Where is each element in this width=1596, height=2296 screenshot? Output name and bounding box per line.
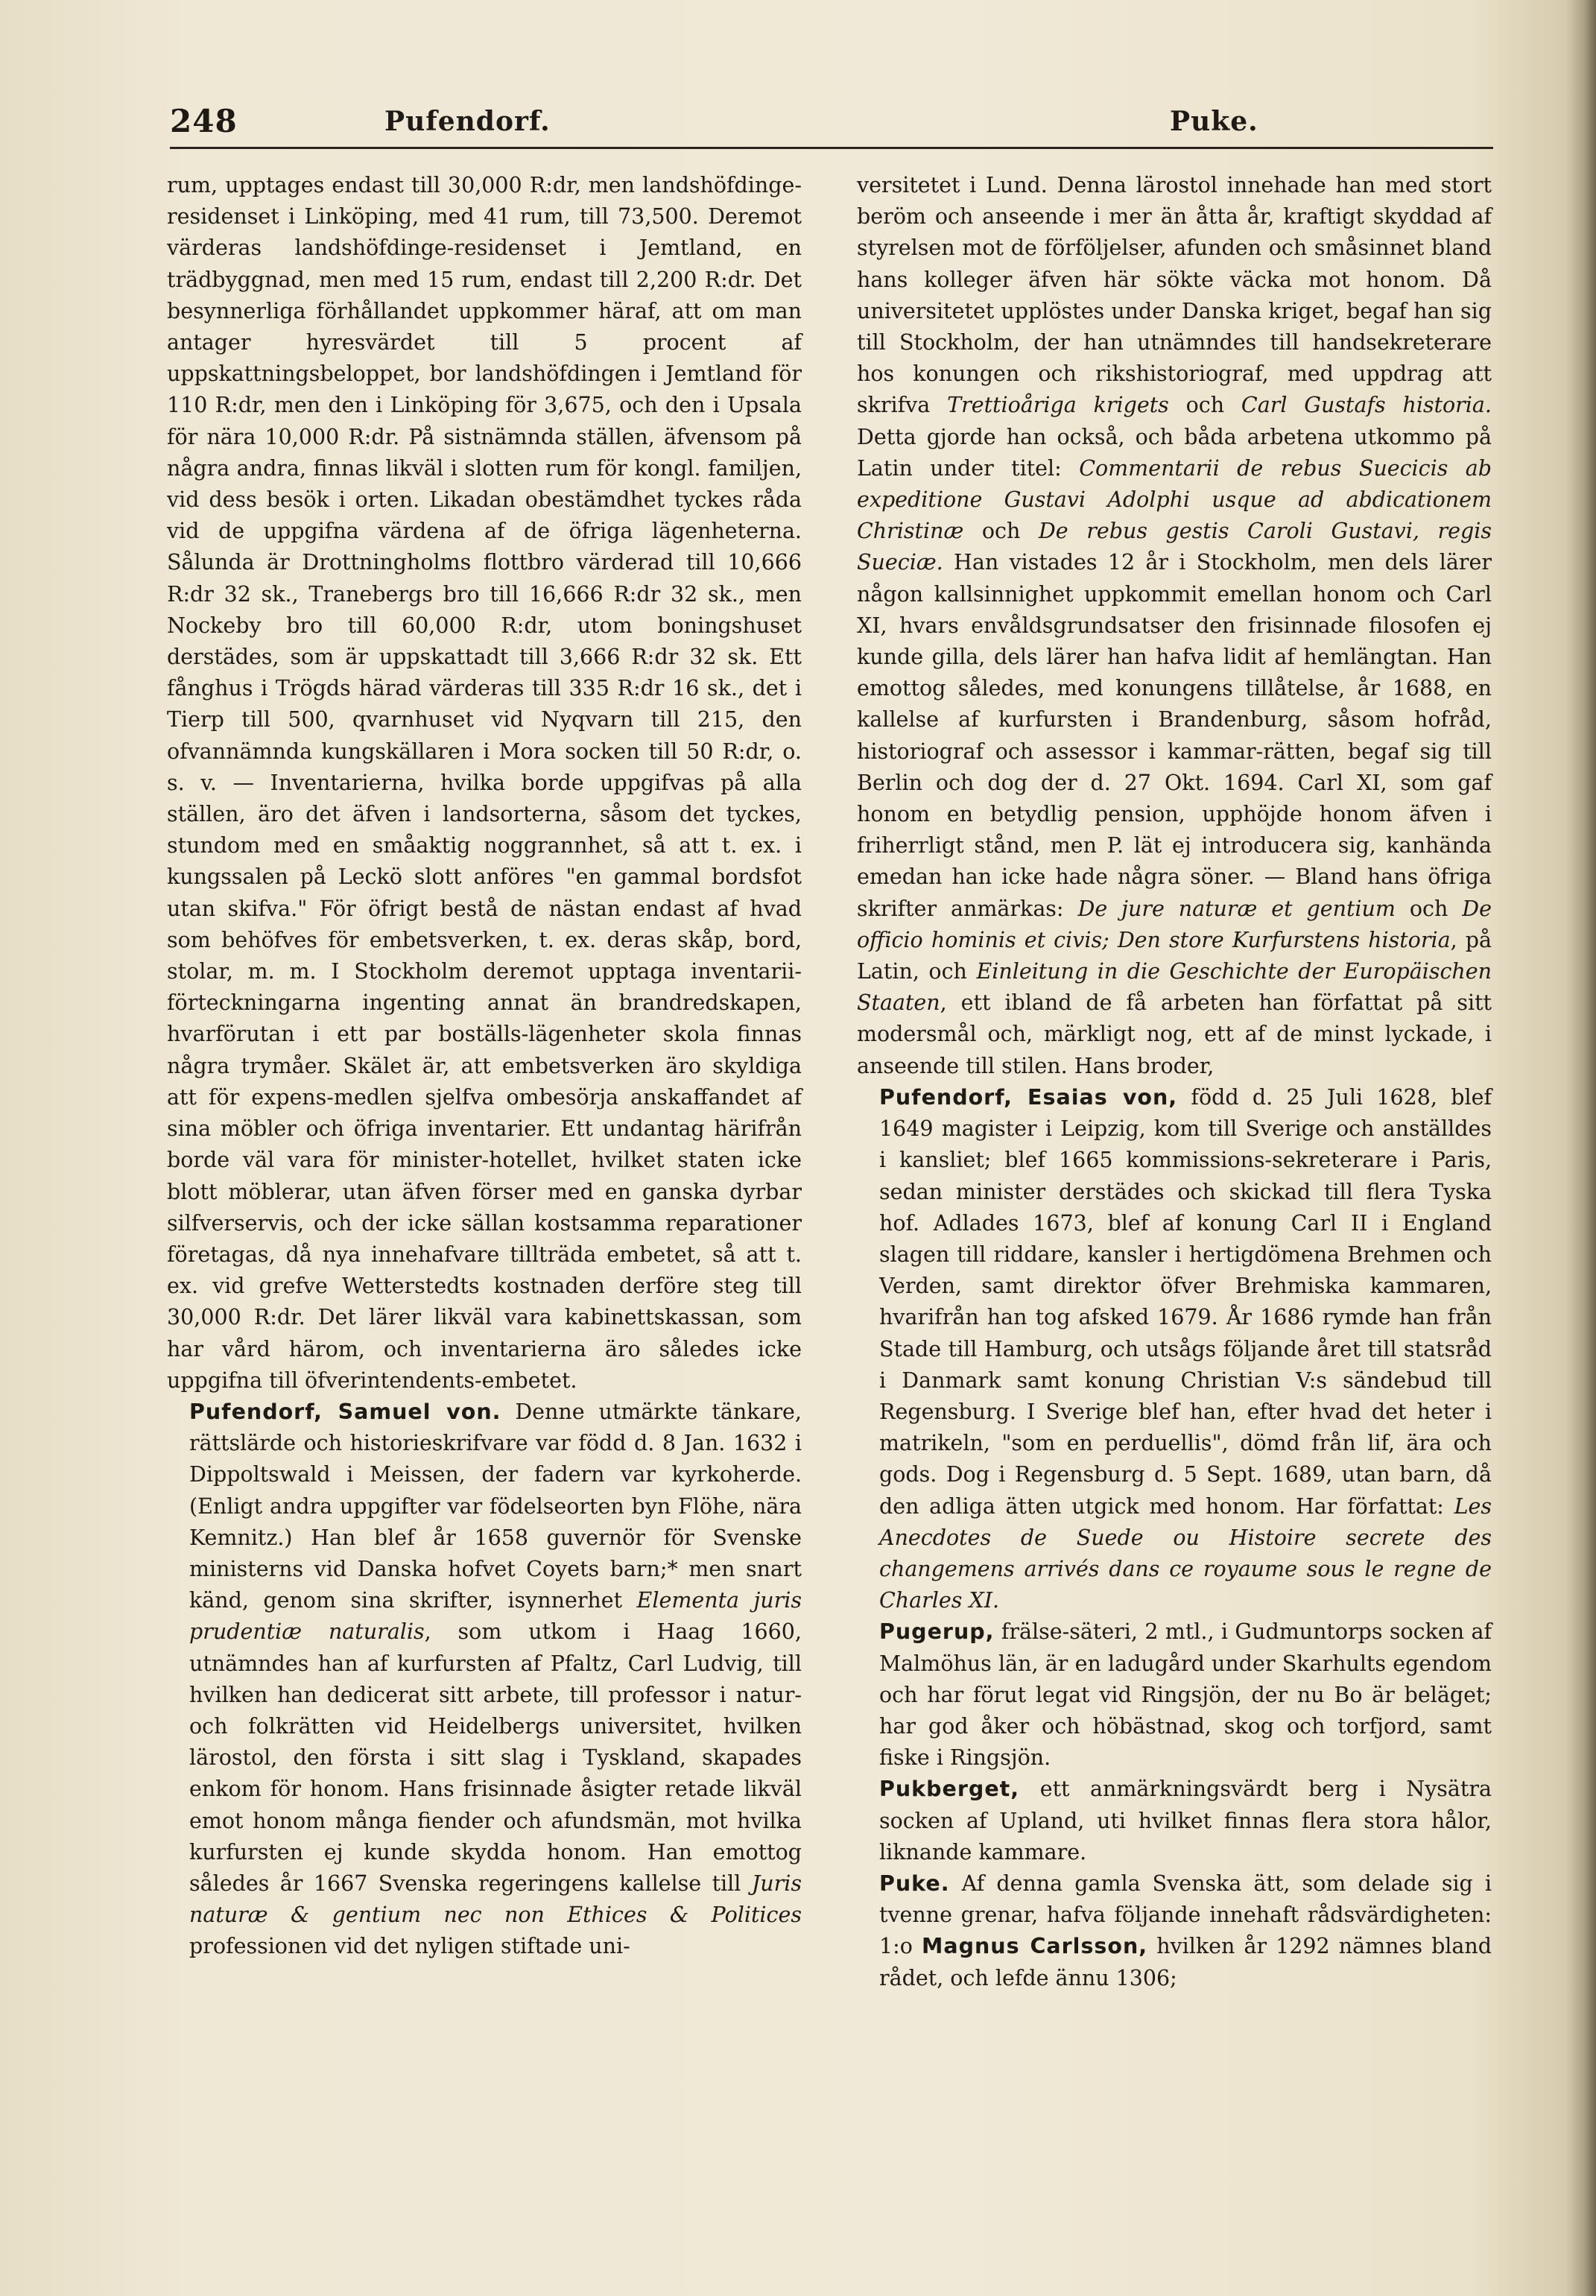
page-number: 248 — [170, 103, 238, 139]
running-head-right: Puke. — [1170, 106, 1258, 137]
entry-pugerup: Pugerup, frälse-säteri, 2 mtl., i Gudmuntorps socken af Malmöhus län, är en ladugård under Skarhults egendom och har förut legat vid Ringsjön, der nu Bo är beläget; har god åker och höbästnad, skog och torfjord, samt fiske i Ringsjön. — [879, 1619, 1492, 1771]
page-edge-shadow — [1566, 0, 1596, 2296]
person-name: Magnus Carlsson, — [922, 1934, 1148, 1959]
entry-heading: Pufendorf, Esaias von, — [879, 1084, 1178, 1110]
entry-samuel-pufendorf: Pufendorf, Samuel von. Denne utmärkte tänkare, rättslärde och historieskrifvare var född d. 8 Jan. 1632 i Dippoltswald i Meissen, der fadern var kyrkoherde. (Enligt andra uppgifter var födelseorten byn Flöhe, nära Kemnitz.) Han blef år 1658 guvernör för Svenske ministerns vid Danska hofvet Coyets barn;* men snart känd, genom sina skrifter, isynnerhet Elementa juris prudentiæ naturalis, som utkom i Haag 1660, utnämndes han af kurfursten af Pfaltz, Carl Ludvig, till hvilken han dedicerat sitt arbete, till professor i natur- och folkrätten vid Heidelbergs universitet, hvilken lärostol, den första i sitt slag i Tyskland, skapades enkom för honom. Hans frisinnade åsigter retade likväl emot honom många fiender och afundsmän, mot hvilka kurfursten ej kunde skydda honom. Han emottog således år 1667 Svenska regeringens kallelse till Juris naturæ & gentium nec non Ethices & Politices professionen vid det nyligen stiftade uni- — [189, 1399, 802, 1959]
continuation-paragraph: rum, upptages endast till 30,000 R:dr, men landshöfdinge-residenset i Linköping, med 41 rum, till 73,500. Deremot värderas landshöfdinge-residenset i Jemtland, en trädbyggnad, men med 15 rum, endast till 2,200 R:dr. Det besynnerliga förhållandet uppkommer häraf, att om man antager hyresvärdet till 5 procent af uppskattningsbeloppet, bor landshöfdingen i Jemtland för 110 R:dr, men den i Linköping för 3,675, och den i Upsala för nära 10,000 R:dr. På sistnämnda ställen, äfvensom på några andra, finnas likväl i slotten rum för kongl. familjen, vid dess besök i orten. Likadan obestämdhet tyckes råda vid de uppgifna värdena af de öfriga lägenheterna. Sålunda är Drottningholms flottbro värderad till 10,666 R:dr 32 sk., Tranebergs bro till 16,666 R:dr 32 sk., men Nockeby bro till 60,000 R:dr, utom boningshuset derstädes, som är uppskattadt till 3,666 R:dr 32 sk. Ett fånghus i Trögds härad värderas till 335 R:dr 16 sk., det i Tierp till 500, qvarnhuset vid Nyqvarn till 215, den ofvannämnda kungskällaren i Mora socken till 50 R:dr, o. s. v. — Inventarierna, hvilka borde uppgifvas på alla ställen, äro det äfven i landsorterna, såsom det tyckes, stundom med en småaktig noggrannhet, så att t. ex. i kungssalen på Leckö slott anföres "en gammal bordsfot utan skifva." För öfrigt bestå de nästan endast af hvad som behöfves för embetsverken, t. ex. deras skåp, bord, stolar, m. m. I Stockholm deremot upptaga inventarii-förteckningarna ingenting annat än brandredskapen, hvarförutan i ett par boställs-lägenheter skola finnas några trymåer. Skälet är, att embetsverken äro skyldiga att för expens-medlen sjelfva ombesörja anskaffandet af sina möbler och öfriga inventarier. Ett undantag härifrån borde väl vara för minister-hotellet, hvilket staten icke blott möblerar, utan äfven förser med en ganska dyrbar silfverservis, och der icke sällan kostsamma reparationer företagas, då nya innehafvare tillträda embetet, så att t. ex. vid grefve Wetterstedts kostnaden derföre steg till 30,000 R:dr. Det lärer likväl vara kabinettskassan, som har vård härom, och inventarierna äro således icke uppgifna till öfverintendents-embetet. — [167, 173, 802, 1393]
right-column — [857, 170, 1492, 1994]
entry-heading: Pugerup, — [879, 1619, 995, 1645]
entry-pukberget: Pukberget, ett anmärkningsvärdt berg i Nysätra socken af Upland, uti hvilket finnas flera stora hålor, liknande kammare. — [879, 1777, 1492, 1865]
page-header — [170, 103, 1493, 148]
header-rule — [170, 147, 1493, 149]
entry-puke: Puke. Af denna gamla Svenska ätt, som delade sig i tvenne grenar, hafva följande innehaft rådsvärdigheten: 1:o Magnus Carlsson, hvilken år 1292 nämnes bland rådet, och lefde ännu 1306; — [879, 1870, 1492, 1990]
entry-heading: Pukberget, — [879, 1777, 1020, 1802]
left-column — [167, 170, 802, 1963]
entry-esaias-pufendorf: Pufendorf, Esaias von, född d. 25 Juli 1628, blef 1649 magister i Leipzig, kom till Sverige och anställdes i kansliet; blef 1665 kommissions-sekreterare i Paris, sedan minister derstädes och skickad till flera Tyska hof. Adlades 1673, blef af konung Carl II i England slagen till riddare, kansler i hertigdömena Brehmen och Verden, samt direktor öfver Brehmiska kammaren, hvarifrån han tog afsked 1679. År 1686 rymde han från Stade till Hamburg, och utsågs följande året till statsråd i Danmark samt konung Christian V:s sändebud till Regensburg. I Sverige blef han, efter hvad det heter i matrikeln, "som en perduellis", dömd från lif, ära och gods. Dog i Regensburg d. 5 Sept. 1689, utan barn, då den adliga ätten utgick med honom. Har författat: Les Anecdotes de Suede ou Histoire secrete des changemens arrivés dans ce royaume sous le regne de Charles XI. — [879, 1084, 1492, 1613]
running-head-left: Pufendorf. — [384, 106, 551, 137]
entry-heading: Puke. — [879, 1870, 950, 1896]
continuation-paragraph: versitetet i Lund. Denna lärostol innehade han med stort beröm och anseende i mer än åtta år, kraftigt skyddad af styrelsen mot de förföljelser, afunden och småsinnet bland hans kolleger äfven här sökte väcka mot honom. Då universitetet upplöstes under Danska kriget, begaf han sig till Stockholm, der han utnämndes till handsekreterare hos konungen och rikshistoriograf, med uppdrag att skrifva Trettioåriga krigets och Carl Gustafs historia. Detta gjorde han också, och båda arbetena utkommo på Latin under titel: Commentarii de rebus Suecicis ab expeditione Gustavi Adolphi usque ad abdicationem Christinæ och De rebus gestis Caroli Gustavi, regis Sueciæ. Han vistades 12 år i Stockholm, men dels lärer någon kallsinnighet uppkommit emellan honom och Carl XI, hvars envåldsgrundsatser den frisinnade filosofen ej kunde gilla, dels lärer han hafva lidit af hemlängtan. Han emottog således, med konungens tillåtelse, år 1688, en kallelse af kurfursten i Brandenburg, såsom hofråd, historiograf och assessor i kammar-rätten, begaf sig till Berlin och dog der d. 27 Okt. 1694. Carl XI, som gaf honom en betydlig pension, upphöjde honom äfven i friherrligt stånd, men P. lät ej introducera sig, kanhända emedan han icke hade några söner. — Bland hans öfriga skrifter anmärkas: De jure naturæ et gentium och De officio hominis et civis; Den store Kurfurstens historia, på Latin, och Einleitung in die Geschichte der Europäischen Staaten, ett ibland de få arbeten han författat på sitt modersmål och, märkligt nog, ett af de minst lyckade, i anseende till stilen. Hans broder, — [857, 173, 1492, 1078]
entry-heading: Pufendorf, Samuel von. — [189, 1399, 501, 1424]
